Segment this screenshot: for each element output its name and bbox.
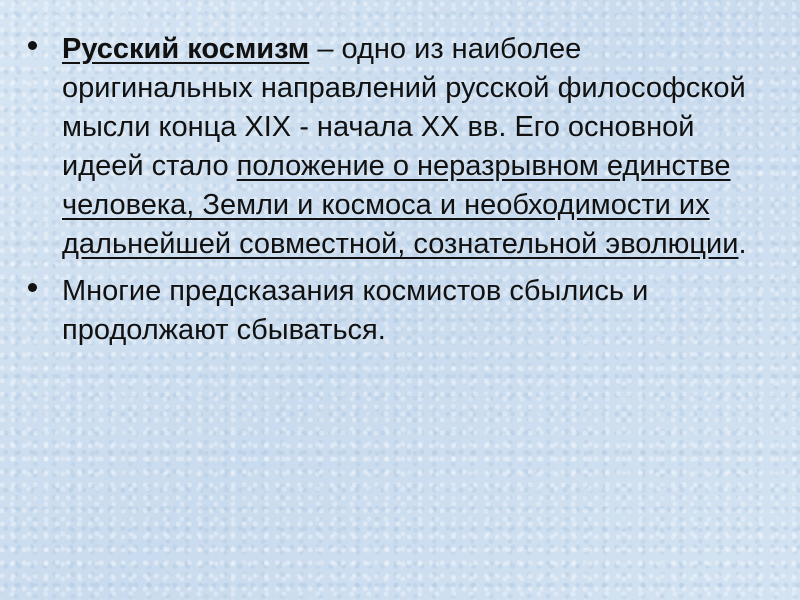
bullet-item-predictions bbox=[24, 272, 764, 350]
bullet-dot-icon bbox=[28, 41, 37, 50]
predictions-text: Многие предсказания космистов сбылись и продолжают сбываться. bbox=[62, 275, 649, 346]
bullet-dot-icon bbox=[28, 283, 37, 292]
bullet-item-cosmism-definition bbox=[24, 30, 764, 264]
definition-text: – одно из наиболее оригинальных направлений русской философской мысли конца XIX - начала XX вв. Его основной идеей стало bbox=[62, 33, 746, 182]
bullet-list bbox=[24, 30, 764, 358]
term-russian-cosmism: Русский космизм bbox=[62, 33, 310, 65]
sentence-end: . bbox=[738, 228, 747, 260]
main-idea-text: положение о неразрывном единстве человека, Земли и космоса и необходимости их дальнейшей совместной, сознательной эволюции bbox=[62, 150, 739, 260]
